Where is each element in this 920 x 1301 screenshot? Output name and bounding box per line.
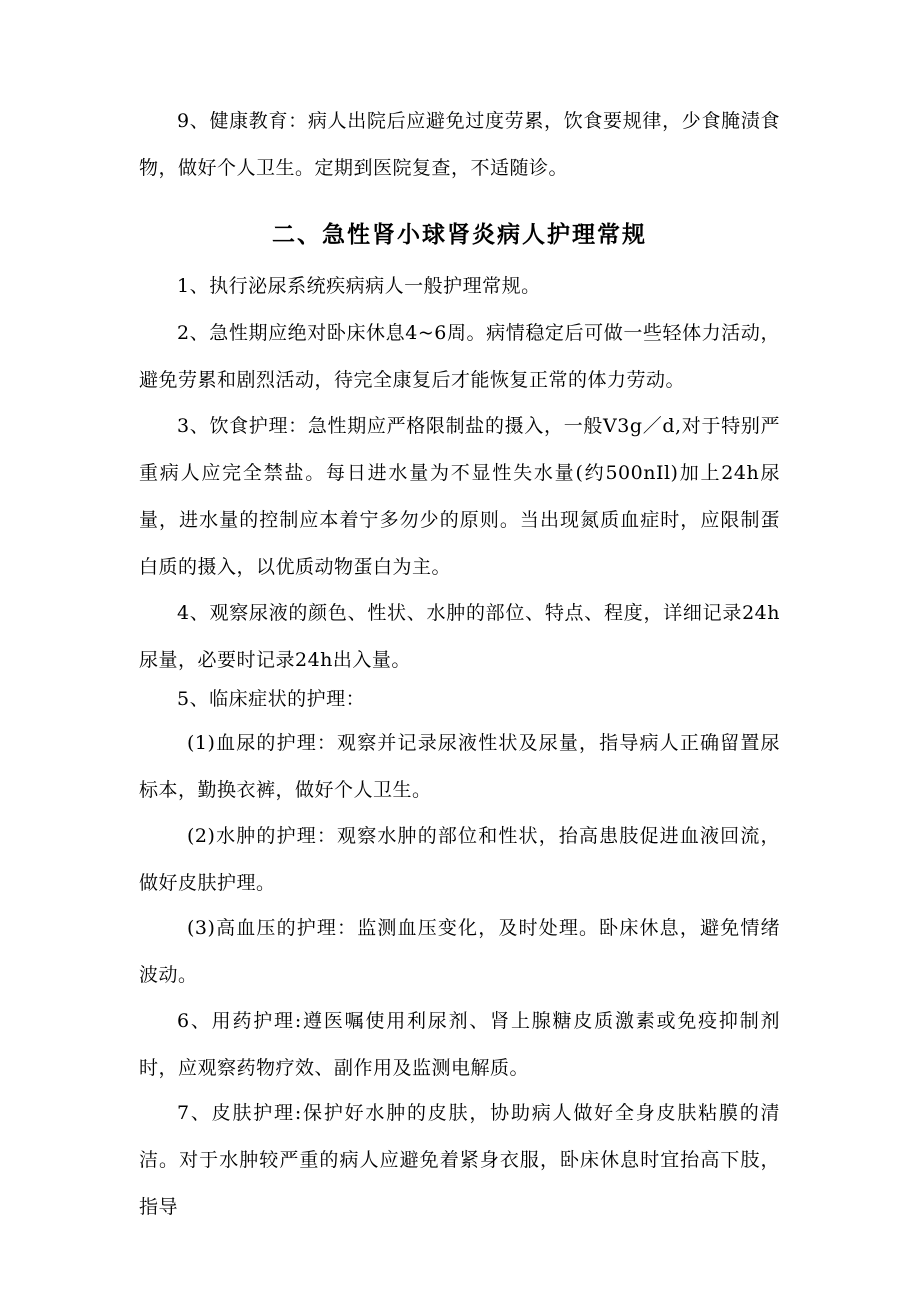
list-item: 2、急性期应绝对卧床休息4~6周。病情稳定后可做一些轻体力活动，避免劳累和剧烈活动，待完全康复后才能恢复正常的体力劳动。: [139, 322, 780, 391]
list-item: 4、观察尿液的颜色、性状、水肿的部位、特点、程度，详细记录24h尿量，必要时记录24h出入量。: [139, 602, 780, 671]
list-item: (3)高血压的护理：监测血压变化，及时处理。卧床休息，避免情绪波动。: [139, 917, 780, 986]
list-item: (1)血尿的护理：观察并记录尿液性状及尿量，指导病人正确留置尿标本，勤换衣裤，做好个人卫生。: [139, 732, 780, 801]
list-item: 6、用药护理:遵医嘱使用利尿剂、肾上腺糖皮质激素或免疫抑制剂时，应观察药物疗效、副作用及监测电解质。: [139, 1010, 780, 1079]
list-item: (2)水肿的护理：观察水肿的部位和性状，抬高患肢促进血液回流，做好皮肤护理。: [139, 825, 780, 894]
list-item: 3、饮食护理：急性期应严格限制盐的摄入，一般V3g／d,对于特别严重病人应完全禁盐。每日进水量为不显性失水量(约500nIl)加上24h尿量，进水量的控制应本着宁多勿少的原则。当出现氮质血症时，应限制蛋白质的摄入，以优质动物蛋白为主。: [139, 415, 780, 578]
list-item: 7、皮肤护理:保护好水肿的皮肤，协助病人做好全身皮肤粘膜的清洁。对于水肿较严重的病人应避免着紧身衣服，卧床休息时宜抬高下肢，指导: [139, 1102, 780, 1218]
section-title: 二、急性肾小球肾炎病人护理常规: [272, 222, 647, 248]
list-item: 5、临床症状的护理：: [177, 688, 366, 710]
list-item: 1、执行泌尿系统疾病病人一般护理常规。: [177, 275, 541, 297]
paragraph-health-education: 9、健康教育：病人出院后应避免过度劳累，饮食要规律，少食腌渍食物，做好个人卫生。定期到医院复查，不适随诊。: [139, 110, 780, 179]
